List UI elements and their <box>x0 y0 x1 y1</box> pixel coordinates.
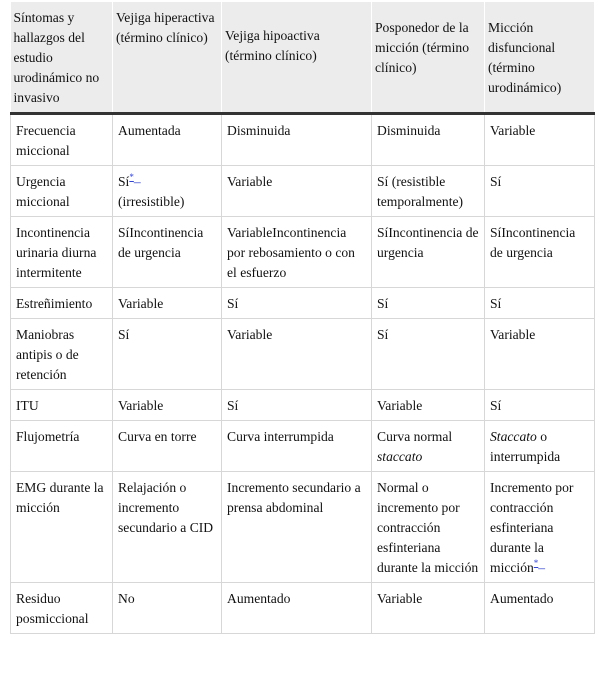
table-header <box>11 2 595 114</box>
table-cell: Variable <box>485 319 595 390</box>
table-row <box>11 217 595 288</box>
row-label-cell: Maniobras antipis o de retención <box>11 319 113 390</box>
table-cell: Relajación o incremento secundario a CID <box>113 472 222 583</box>
table-body <box>11 114 595 634</box>
table-cell: Sí <box>485 390 595 421</box>
table-cell: Aumentado <box>485 583 595 634</box>
table-cell: Sí <box>372 319 485 390</box>
table-row <box>11 166 595 217</box>
table-row <box>11 421 595 472</box>
table-cell: Variable <box>372 390 485 421</box>
table-cell <box>113 166 222 217</box>
row-label-cell: ITU <box>11 390 113 421</box>
table-row <box>11 390 595 421</box>
table-cell: Incremento secundario a prensa abdominal <box>222 472 372 583</box>
table-cell <box>485 472 595 583</box>
table-cell: Sí <box>485 166 595 217</box>
cell-text: Sí <box>118 174 130 189</box>
table-row <box>11 583 595 634</box>
table-cell: Variable <box>113 390 222 421</box>
table-cell: Curva interrumpida <box>222 421 372 472</box>
cell-text: o interrumpida <box>490 429 561 464</box>
table-cell: Normal o incremento por contracción esfinteriana durante la micción <box>372 472 485 583</box>
table-cell: Sí <box>222 288 372 319</box>
table-cell: Aumentada <box>113 114 222 166</box>
header-dysfunctional-voiding: Micción disfuncional (término urodinámico) <box>485 2 595 114</box>
row-label-cell: Residuo posmiccional <box>11 583 113 634</box>
cell-text: (irresistible) <box>118 194 185 209</box>
header-voiding-postponer: Posponedor de la micción (término clínico) <box>372 2 485 114</box>
table-cell: Sí <box>372 288 485 319</box>
row-label-cell: Urgencia miccional <box>11 166 113 217</box>
row-label-cell: Estreñimiento <box>11 288 113 319</box>
table-cell: Disminuida <box>222 114 372 166</box>
header-overactive-bladder: Vejiga hiperactiva (término clínico) <box>113 2 222 114</box>
table-cell: Sí <box>222 390 372 421</box>
cell-italic-text: Staccato <box>490 429 537 444</box>
table-cell: Variable <box>372 583 485 634</box>
table-cell: VariableIncontinencia por rebosamiento o con el esfuerzo <box>222 217 372 288</box>
row-label-cell: Flujometría <box>11 421 113 472</box>
table-cell: Curva en torre <box>113 421 222 472</box>
table-cell: Sí <box>113 319 222 390</box>
table-row <box>11 319 595 390</box>
footnote-dash: – <box>133 174 141 189</box>
table-cell: Variable <box>485 114 595 166</box>
footnote-link[interactable]: * <box>129 172 134 182</box>
table-cell: Variable <box>113 288 222 319</box>
header-symptoms: Síntomas y hallazgos del estudio urodinámico no invasivo <box>11 2 113 114</box>
table-cell: Variable <box>222 319 372 390</box>
table-row <box>11 114 595 166</box>
table-row <box>11 288 595 319</box>
row-label-cell: Frecuencia miccional <box>11 114 113 166</box>
table-row <box>11 472 595 583</box>
table-cell: SíIncontinencia de urgencia <box>485 217 595 288</box>
table-cell: Aumentado <box>222 583 372 634</box>
footnote-link[interactable]: * <box>533 558 539 568</box>
row-label-cell: EMG durante la micción <box>11 472 113 583</box>
table-cell: Sí <box>485 288 595 319</box>
table-cell: SíIncontinencia de urgencia <box>113 217 222 288</box>
table-cell: Variable <box>222 166 372 217</box>
table-cell: Disminuida <box>372 114 485 166</box>
table-cell: SíIncontinencia de urgencia <box>372 217 485 288</box>
cell-text: Curva normal <box>377 429 453 444</box>
table-cell: Sí (resistible temporalmente) <box>372 166 485 217</box>
header-underactive-bladder: Vejiga hipoactiva (término clínico) <box>222 2 372 114</box>
table-cell <box>372 421 485 472</box>
row-label-cell: Incontinencia urinaria diurna intermitente <box>11 217 113 288</box>
cell-text: Incremento por contracción esfinteriana durante la micción <box>490 480 574 575</box>
table-cell <box>485 421 595 472</box>
urodynamics-table <box>10 2 595 634</box>
footnote-dash: – <box>538 560 546 575</box>
table-cell: No <box>113 583 222 634</box>
cell-italic-text: staccato <box>377 449 423 464</box>
